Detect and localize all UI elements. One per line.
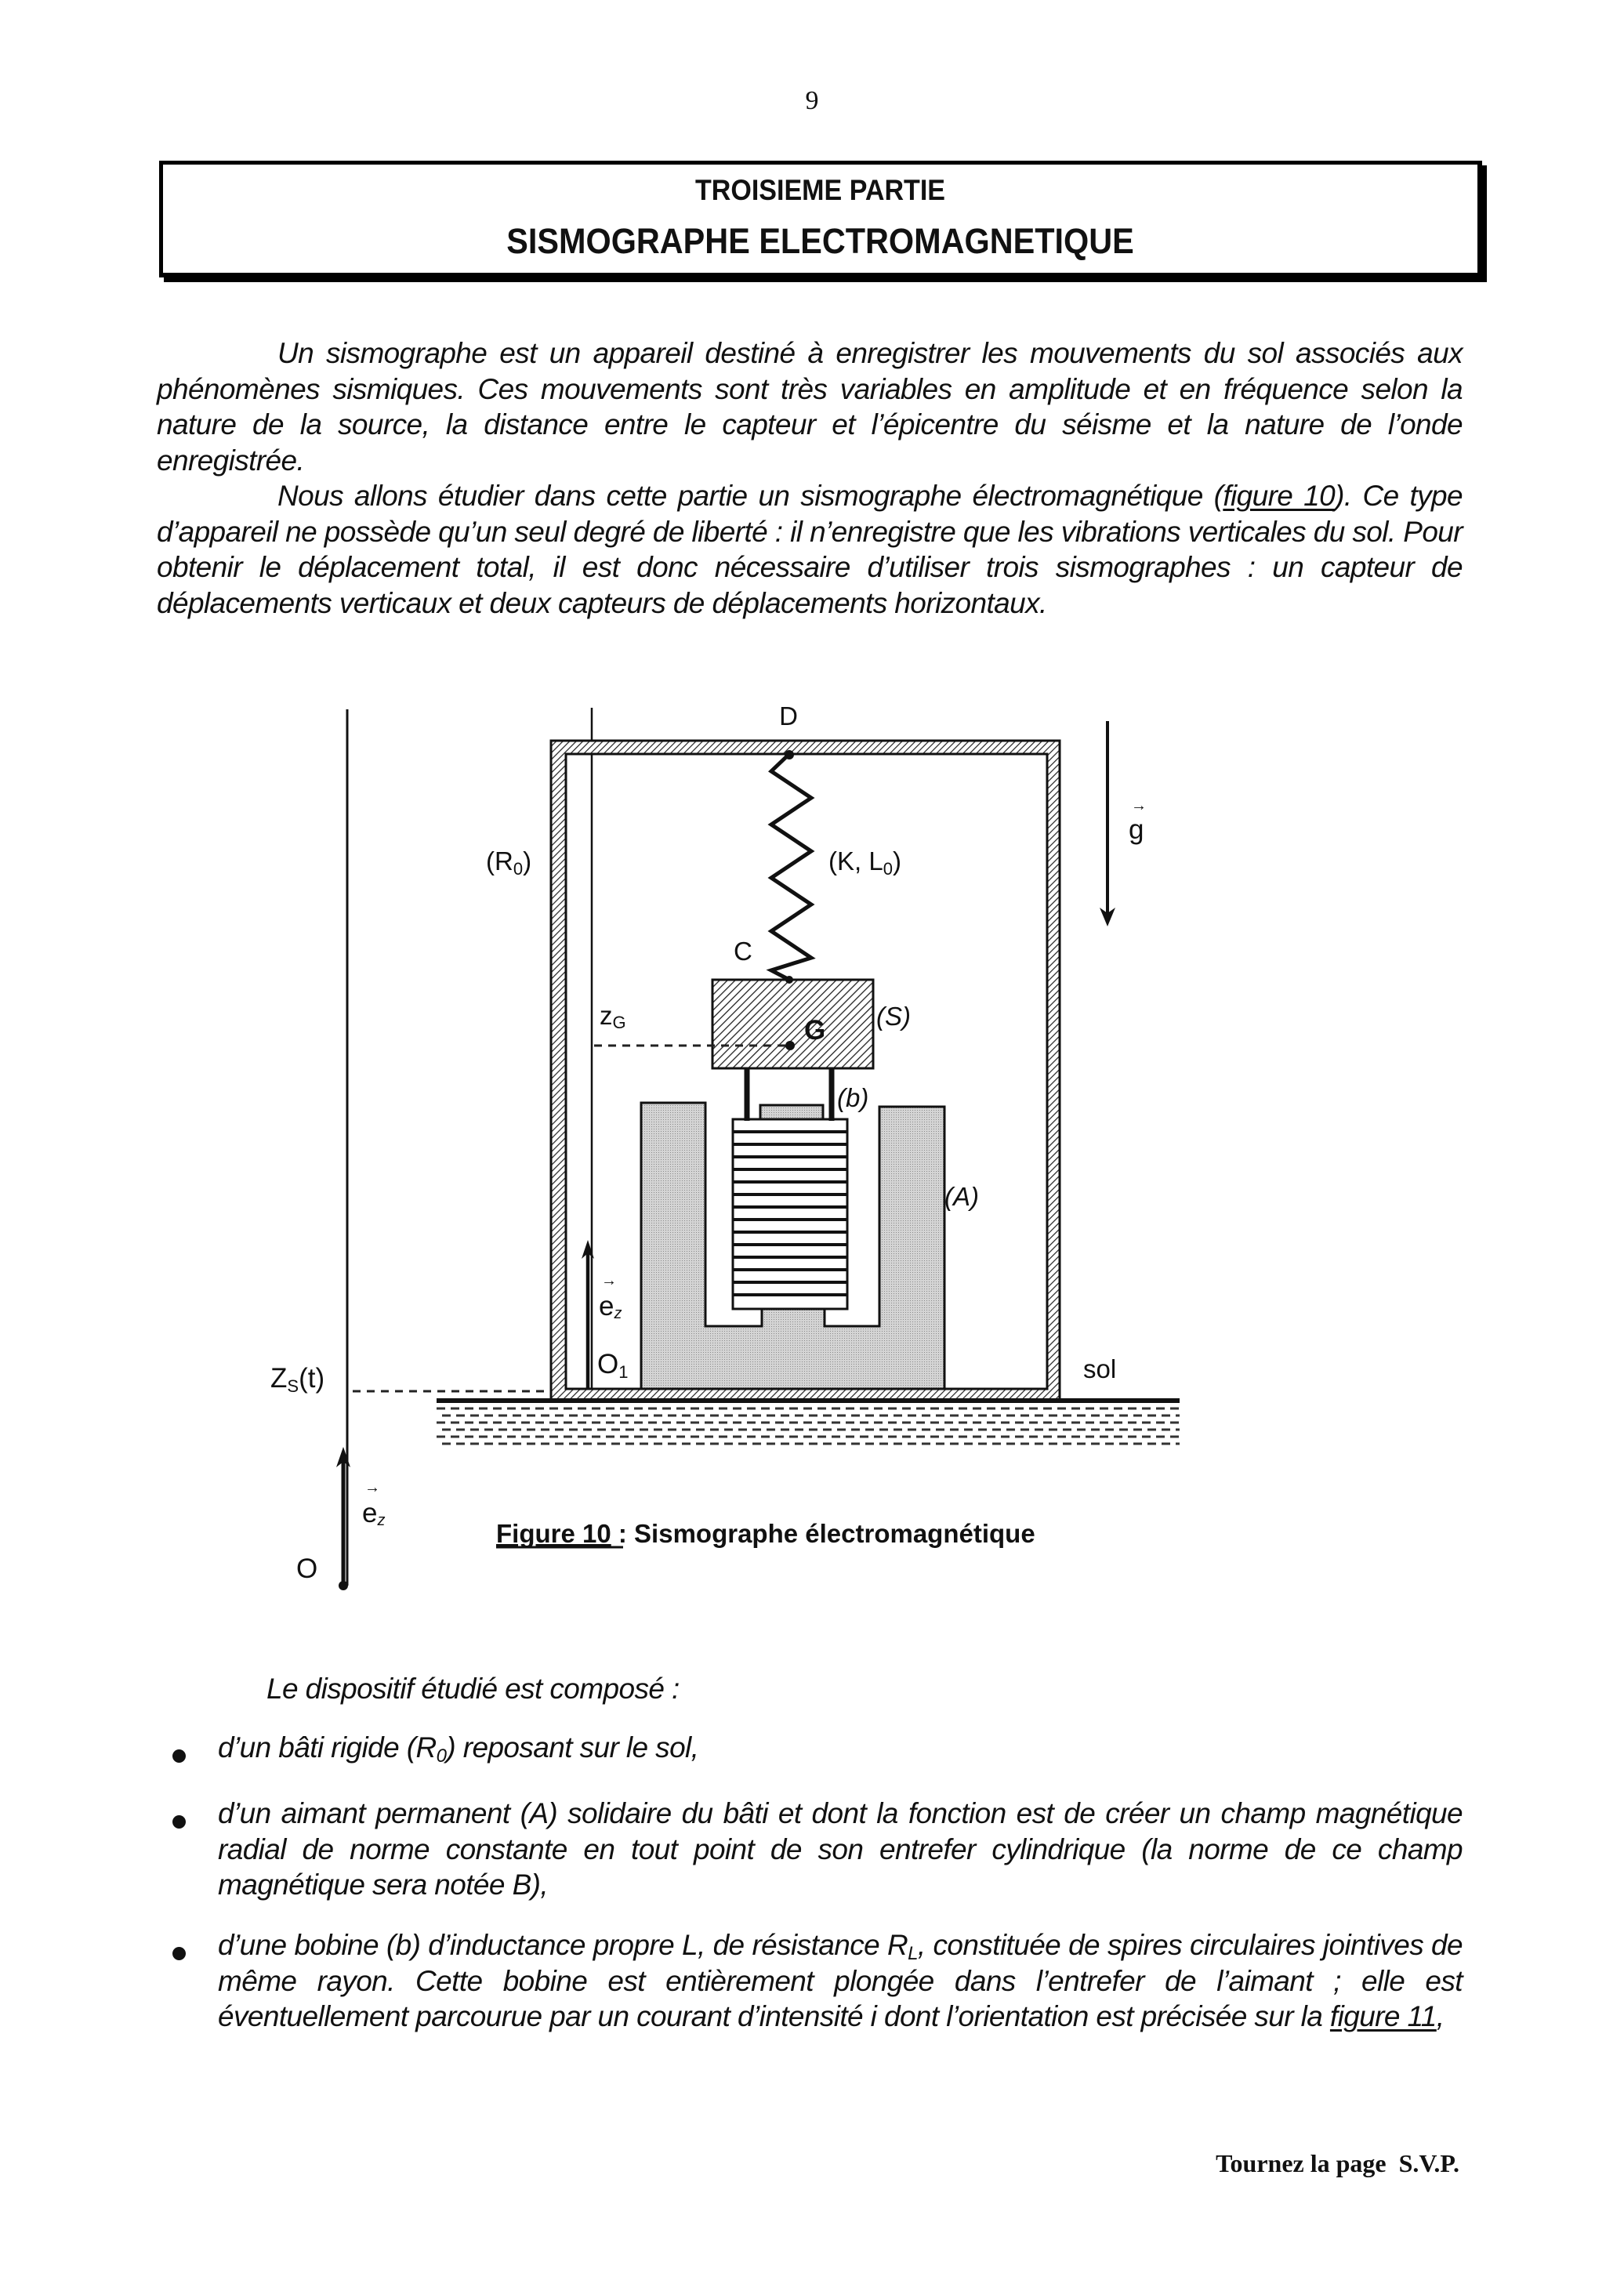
label-o: O — [296, 1553, 318, 1584]
composition-item-coil: d’une bobine (b) d’inductance propre L, de résistance $R_L$, constituée de spires circulaires jointives de même rayon. Cette bobine est entièrement plongée dans l’entrefer de l’aimant ; elle est éventuellement parcourue par un courant d’intensité i dont l’orientation est précisée sur la figure 11, — [218, 1929, 1463, 2032]
label-ez-outer: ez — [362, 1498, 386, 1529]
bullet-icon — [172, 1749, 186, 1763]
mass-s — [712, 980, 873, 1068]
page-number: 9 — [805, 86, 819, 115]
label-zs-t: ZS(t) — [270, 1363, 325, 1396]
composition-item-frame: d’un bâti rigide $(R_0)$ reposant sur le sol, — [218, 1731, 699, 1767]
figure-10-caption-label: Figure 10 — [496, 1519, 611, 1548]
label-c: C — [734, 937, 752, 966]
inner-z-axis — [582, 708, 594, 1398]
intro-paragraph-1-text: Un sismographe est un appareil destiné à enregistrer les mouvements du sol associés aux phénomènes sismiques. Ces mouvements sont très variables en amplitude et en fréquence selon la nature de la source, la distance entre le capteur et l’épicentre du séisme et la nature de l’onde enregistrée. — [157, 337, 1463, 477]
label-d: D — [779, 701, 798, 730]
label-sol: sol — [1083, 1354, 1117, 1383]
label-o1: O1 — [597, 1349, 629, 1382]
g-center-of-mass-dot — [785, 1041, 795, 1050]
composition-intro — [157, 1671, 1463, 1707]
intro-paragraph-2-text-b: ). Ce type d’appareil ne possède qu’un seul degré de liberté : il n’enregistre que les vibrations verticales du sol. Pour obtenir le déplacement total, il est donc nécessaire d’utiliser trois sismographes : un capteur de déplacements verticaux et deux capteurs de déplacements horizontaux. — [157, 480, 1463, 619]
label-s: (S) — [876, 1002, 911, 1031]
figure-11-link[interactable]: figure 11 — [1329, 2000, 1437, 2032]
label-r0: (R0) — [486, 846, 532, 879]
origin-o-dot — [339, 1581, 348, 1590]
label-ez-inner: ez — [599, 1291, 622, 1322]
part-title: TROISIEME PARTIE — [694, 174, 945, 206]
vector-arrow-ez-outer-icon: → — [364, 1479, 380, 1496]
bullet-icon — [172, 1947, 186, 1960]
vector-arrow-ez-inner-icon: → — [601, 1272, 617, 1289]
vector-arrow-g-icon: → — [1131, 797, 1147, 814]
composition-intro-text: Le dispositif étudié est composé : — [266, 1673, 680, 1705]
label-spring-k-l0: (K, L0) — [828, 846, 901, 879]
ground-sol — [437, 1401, 1180, 1444]
section-title: SISMOGRAPHE ELECTROMAGNETIQUE — [506, 221, 1134, 261]
outer-z-axis — [336, 709, 350, 1590]
spring-point-c — [785, 976, 793, 984]
label-b: (b) — [837, 1083, 869, 1112]
bullet-icon — [172, 1815, 186, 1829]
figure-10-caption: Figure 10 : Sismographe électromagnétique — [496, 1519, 1035, 1548]
label-g-vector: g — [1129, 814, 1144, 845]
spring-point-d — [785, 750, 794, 759]
gravity-vector — [1100, 721, 1115, 926]
intro-paragraph-2-text-a: Nous allons étudier dans cette partie un sismographe électromagnétique ( — [277, 480, 1223, 512]
figure-10-link[interactable]: figure 10 — [1223, 480, 1336, 512]
page-footer-turn-page: Tournez la page S.V.P. — [1216, 2149, 1459, 2177]
spring-k-l0 — [771, 754, 811, 980]
composition-item-magnet: d’un aimant permanent (A) solidaire du bâti et dont la fonction est de créer un champ magnétique radial de norme constante en tout point de son entrefer cylindrique (la norme de ce champ magnétique sera notée B), — [218, 1797, 1463, 1901]
label-g: G — [804, 1015, 826, 1046]
label-zg: zG — [600, 1001, 626, 1032]
label-a: (A) — [944, 1182, 979, 1211]
coil-b — [733, 1119, 847, 1309]
